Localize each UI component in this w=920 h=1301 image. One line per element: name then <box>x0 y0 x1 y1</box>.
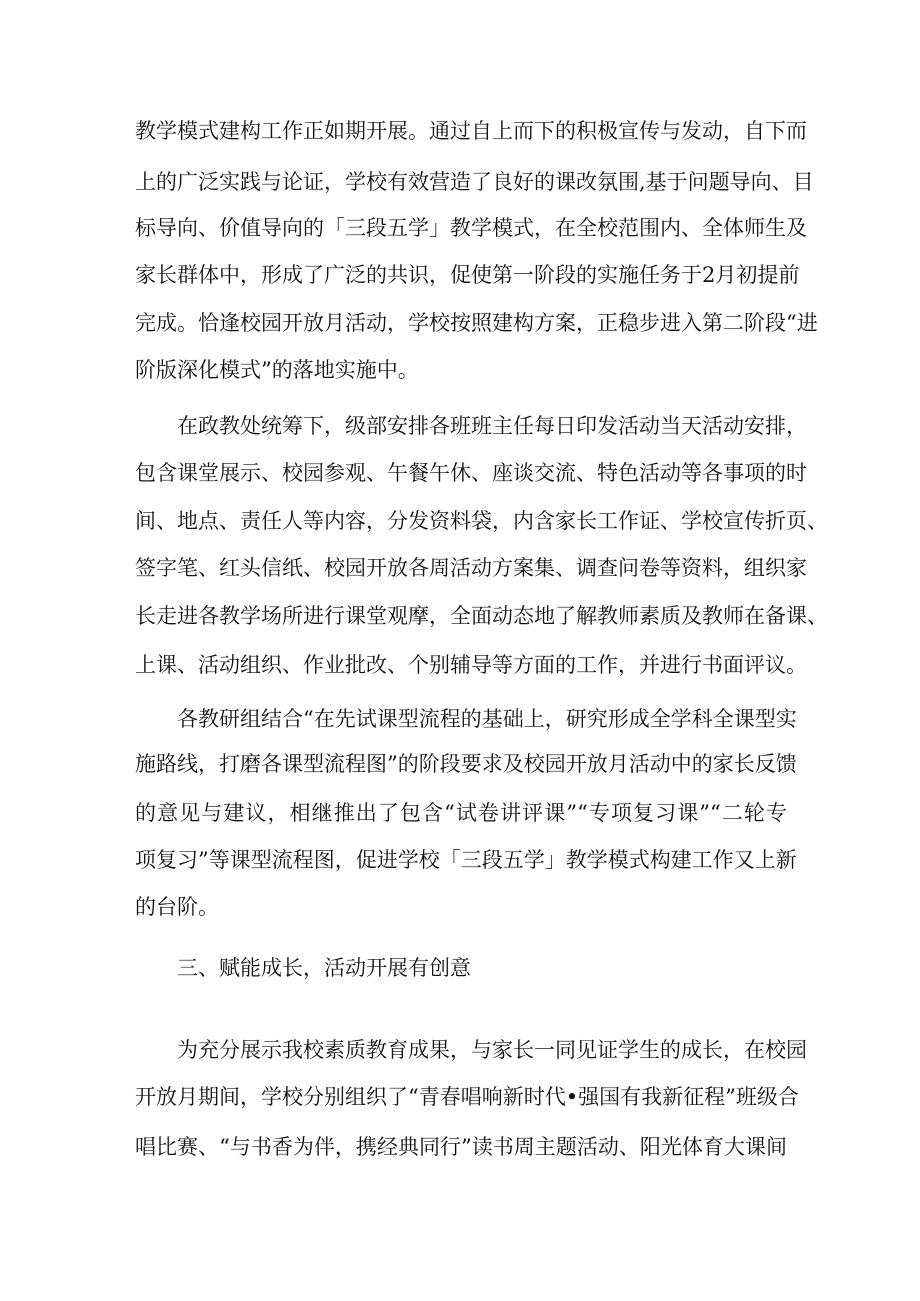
text-line: 家长群体中，形成了广泛的共识，促使第一阶段的实施任务于2月初提前 <box>135 263 800 287</box>
text-line: 包含课堂展示、校园参观、午餐午休、座谈交流、特色活动等各事项的时 <box>135 461 807 485</box>
text-line: 的台阶。 <box>135 895 219 919</box>
text-line: 上的广泛实践与论证，学校有效营造了良好的课改氛围,基于问题导向、目 <box>135 170 814 194</box>
text-line: 施路线，打磨各课型流程图”的阶段要求及校园开放月活动中的家长反馈 <box>135 752 797 776</box>
section-heading: 三、赋能成长，活动开展有创意 <box>177 956 471 980</box>
text-line: 间、地点、责任人等内容，分发资料袋，内含家长工作证、学校宣传折页、 <box>135 509 828 533</box>
text-line: 标导向、价值导向的「三段五学」教学模式，在全校范围内、全体师生及 <box>135 216 807 240</box>
text-line: 上课、活动组织、作业批改、个别辅导等方面的工作，并进行书面评议。 <box>135 653 807 677</box>
text-line: 在政教处统筹下，级部安排各班班主任每日印发活动当天活动安排， <box>177 414 807 438</box>
text-line: 开放月期间，学校分别组织了“青春唱响新时代•强国有我新征程”班级合 <box>135 1085 799 1109</box>
text-line: 各教研组结合“在先试课型流程的基础上，研究形成全学科全课型实 <box>177 707 797 731</box>
text-line: 的意见与建议，相继推出了包含“试卷讲评课”“专项复习课”“二轮专 <box>135 801 787 825</box>
text-line: 唱比赛、“与书香为伴，携经典同行”读书周主题活动、阳光体育大课间 <box>135 1135 787 1159</box>
text-line: 签字笔、红头信纸、校园开放各周活动方案集、调查问卷等资料，组织家 <box>135 556 807 580</box>
text-line: 项复习”等课型流程图，促进学校「三段五学」教学模式构建工作又上新 <box>135 848 797 872</box>
text-line: 阶版深化模式”的落地实施中。 <box>135 358 419 382</box>
text-line: 为充分展示我校素质教育成果，与家长一同见证学生的成长，在校园 <box>177 1038 807 1062</box>
text-line: 完成。恰逢校园开放月活动，学校按照建构方案，正稳步进入第二阶段“进 <box>135 311 818 335</box>
text-line: 教学模式建构工作正如期开展。通过自上而下的积极宣传与发动，自下而 <box>135 119 807 143</box>
text-line: 长走进各教学场所进行课堂观摩，全面动态地了解教师素质及教师在备课、 <box>135 604 828 628</box>
